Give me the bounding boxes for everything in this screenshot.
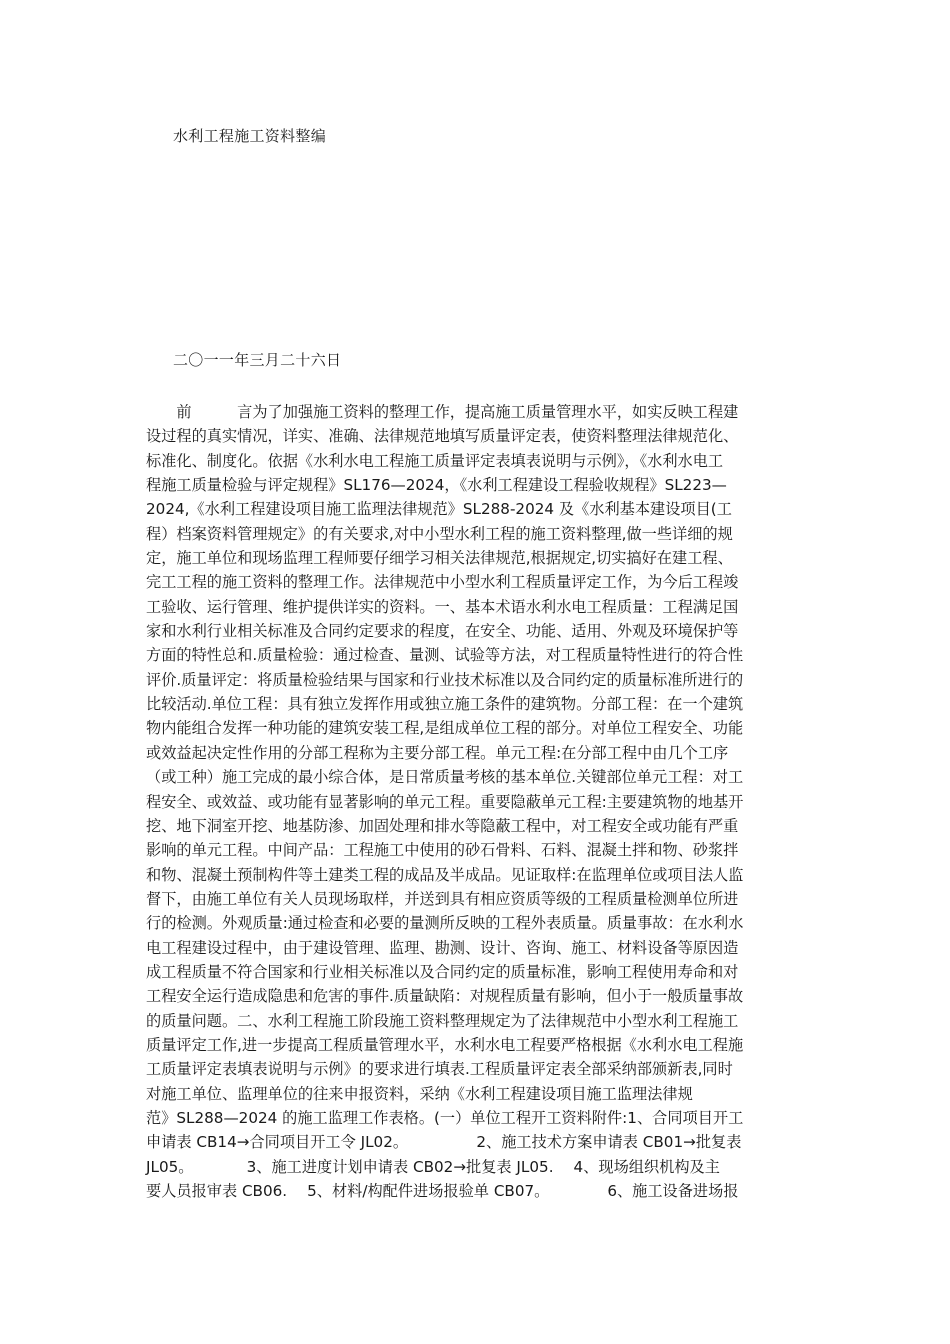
document-body: [146, 400, 816, 1203]
body-line: 或效益起决定性作用的分部工程称为主要分部工程。单元工程:在分部工程中由几个工序: [146, 743, 729, 762]
body-line: 影响的单元工程。中间产品：工程施工中使用的砂石骨料、石料、混凝土拌和物、砂浆拌: [146, 841, 739, 860]
body-line: 电工程建设过程中，由于建设管理、监理、勘测、设计、咨询、施工、材料设备等原因造: [146, 938, 739, 957]
body-line: 程施工质量检验与评定规程》SL176—2024，《水利工程建设工程验收规程》SL223—: [146, 476, 727, 495]
body-line: 比较活动.单位工程：具有独立发挥作用或独立施工条件的建筑物。分部工程：在一个建筑: [146, 695, 744, 714]
body-line: 前 言为了加强施工资料的整理工作，提高施工质量管理水平，如实反映工程建: [146, 403, 739, 421]
body-line: 2024,《水利工程建设项目施工监理法律规范》SL288-2024 及《水利基本建设项目(工: [146, 500, 732, 519]
body-line: 方面的特性总和.质量检验：通过检查、量测、试验等方法，对工程质量特性进行的符合性: [146, 646, 744, 665]
body-line: 要人员报审表 CB06. 5、材料/构配件进场报验单 CB07。 6、施工设备进场报: [146, 1182, 739, 1200]
body-line: 挖、地下洞室开挖、地基防渗、加固处理和排水等隐蔽工程中，对工程安全或功能有严重: [146, 816, 739, 835]
body-line: 督下，由施工单位有关人员现场取样，并送到具有相应资质等级的工程质量检测单位所进: [146, 889, 739, 908]
body-line: 家和水利行业相关标准及合同约定要求的程度，在安全、功能、适用、外观及环境保护等: [146, 622, 739, 641]
body-line: 完工工程的施工资料的整理工作。法律规范中小型水利工程质量评定工作，为今后工程竣: [146, 573, 739, 592]
body-line: （或工种）施工完成的最小综合体，是日常质量考核的基本单位.关键部位单元工程：对工: [146, 768, 744, 787]
body-line: JL05。 3、施工进度计划申请表 CB02→批复表 JL05. 4、现场组织机构及主: [146, 1157, 720, 1176]
body-line: 质量评定工作,进一步提高工程质量管理水平，水利水电工程要严格根据《水利水电工程施: [146, 1035, 744, 1054]
document-date: 二〇一一年三月二十六日: [173, 351, 342, 369]
body-line: 范》SL288—2024 的施工监理工作表格。(一）单位工程开工资料附件:1、合同项目开工: [146, 1108, 744, 1127]
body-line: 标准化、制度化。依据《水利水电工程施工质量评定表填表说明与示例》，《水利水电工: [146, 451, 724, 470]
body-line: 定，施工单位和现场监理工程师要仔细学习相关法律规范,根据规定,切实搞好在建工程、: [146, 549, 733, 568]
body-line: 工质量评定表填表说明与示例》的要求进行填表.工程质量评定表全部采纳部颁新表,同时: [146, 1060, 733, 1079]
body-line: 申请表 CB14→合同项目开工令 JL02。 2、施工技术方案申请表 CB01→批复表: [146, 1133, 742, 1152]
document-title: 水利工程施工资料整编: [173, 127, 327, 145]
body-line: 程）档案资料管理规定》的有关要求,对中小型水利工程的施工资料整理,做一些详细的规: [146, 524, 733, 543]
body-line: 行的检测。外观质量:通过检查和必要的量测所反映的工程外表质量。质量事故：在水利水: [146, 914, 744, 933]
body-line: 对施工单位、监理单位的往来申报资料，采纳《水利工程建设项目施工监理法律规: [146, 1084, 693, 1103]
body-line: 程安全、或效益、或功能有显著影响的单元工程。重要隐蔽单元工程:主要建筑物的地基开: [146, 792, 744, 811]
body-line: 成工程质量不符合国家和行业相关标准以及合同约定的质量标准，影响工程使用寿命和对: [146, 962, 739, 981]
body-line: 设过程的真实情况，详实、准确、法律规范地填写质量评定表，使资料整理法律规范化、: [146, 427, 739, 446]
body-line: 评价.质量评定：将质量检验结果与国家和行业技术标准以及合同约定的质量标准所进行的: [146, 670, 744, 689]
body-line: 和物、混凝土预制构件等土建类工程的成品及半成品。见证取样:在监理单位或项目法人监: [146, 865, 744, 884]
body-line: 的质量问题。二、水利工程施工阶段施工资料整理规定为了法律规范中小型水利工程施工: [146, 1011, 739, 1030]
body-line: 工验收、运行管理、维护提供详实的资料。一、基本术语水利水电工程质量：工程满足国: [146, 597, 739, 616]
body-line: 工程安全运行造成隐患和危害的事件.质量缺陷：对规程质量有影响，但小于一般质量事故: [146, 987, 744, 1006]
body-line: 物内能组合发挥一种功能的建筑安装工程,是组成单位工程的部分。对单位工程安全、功能: [146, 719, 744, 738]
